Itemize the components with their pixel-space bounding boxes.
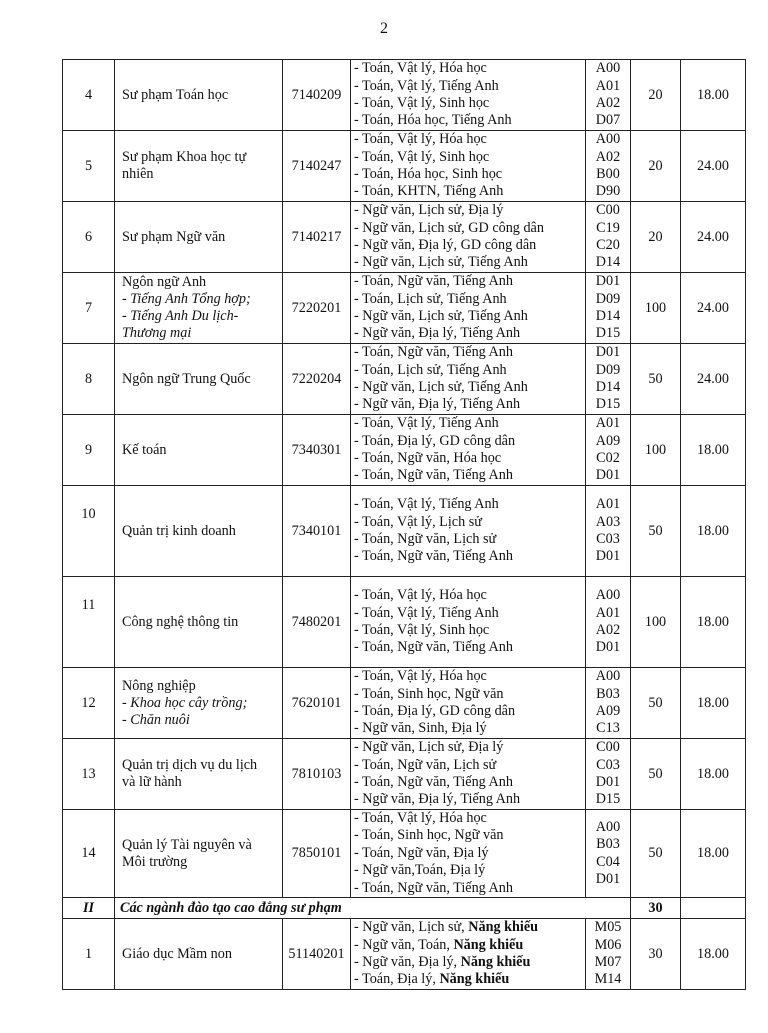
subject-combination: - Ngữ văn, Lịch sử, Tiếng Anh [354, 379, 528, 395]
row-number: 6 [63, 202, 115, 273]
subject-combination: - Ngữ văn, Lịch sử, Địa lý [354, 739, 504, 756]
subject-combination: - Toán, Sinh học, Ngữ văn [354, 685, 504, 702]
combination-codes [586, 739, 631, 810]
row-number: 12 [63, 668, 115, 739]
program-name [115, 60, 283, 131]
program-name-line: Quản trị dịch vụ du lịch [122, 757, 258, 773]
combination-code: M07 [594, 954, 622, 971]
program-name-line: Ngôn ngữ Trung Quốc [122, 370, 251, 387]
combination-code: D15 [595, 396, 621, 413]
program-name-line: Sư phạm Toán học [122, 86, 229, 103]
combination-code: C13 [596, 720, 620, 737]
combination-code: D15 [595, 791, 621, 808]
subject-combination: - Toán, Hóa học, Sinh học [354, 166, 503, 182]
subject-combination: - Toán, Địa lý, Năng khiếu [354, 971, 510, 988]
row-number: 1 [63, 919, 115, 990]
program-name [115, 344, 283, 415]
combination-codes [586, 919, 631, 990]
program-code: 7340301 [283, 415, 351, 486]
combination-code: D01 [595, 639, 621, 656]
program-code: 7810103 [283, 739, 351, 810]
combination-code: D07 [595, 112, 621, 129]
table-row [63, 202, 746, 273]
subject-combination: - Toán, Ngữ văn, Tiếng Anh [354, 879, 513, 896]
subject-combination: - Toán, Vật lý, Hóa học [354, 587, 487, 604]
subject-combination: - Toán, Sinh học, Ngữ văn [354, 827, 504, 844]
combination-code: D01 [595, 273, 621, 290]
min-score: 18.00 [681, 739, 746, 810]
subject-combination: - Ngữ văn, Lịch sử, Tiếng Anh [354, 254, 528, 271]
combination-code: D14 [595, 379, 621, 395]
combination-code: C02 [596, 450, 620, 466]
subject-combination: - Toán, Vật lý, Hóa học [354, 60, 487, 77]
quota: 50 [631, 344, 681, 415]
admission-table [62, 59, 746, 990]
program-code: 7140209 [283, 60, 351, 131]
min-score: 24.00 [681, 131, 746, 202]
quota: 100 [631, 273, 681, 344]
quota: 50 [631, 486, 681, 577]
min-score: 24.00 [681, 344, 746, 415]
program-name-line: Quản trị kinh doanh [122, 522, 236, 539]
table-row [63, 486, 746, 577]
subject-combination: - Toán, Ngữ văn, Tiếng Anh [354, 344, 513, 361]
quota: 20 [631, 60, 681, 131]
program-name-line: Công nghệ thông tin [122, 613, 239, 630]
subject-combination: - Toán, Ngữ văn, Tiếng Anh [354, 273, 513, 290]
aptitude-subject: Năng khiếu [468, 919, 539, 936]
combination-code: C03 [596, 756, 620, 773]
program-code: 7140217 [283, 202, 351, 273]
subject-combinations [351, 344, 586, 415]
combination-code: M05 [594, 919, 622, 936]
quota: 50 [631, 739, 681, 810]
section-number: II [63, 898, 115, 919]
subject-combination: - Toán, Ngữ văn, Tiếng Anh [354, 467, 513, 484]
program-code: 7220204 [283, 344, 351, 415]
subject-combination: - Ngữ văn, Địa lý, Năng khiếu [354, 954, 531, 971]
min-score: 18.00 [681, 415, 746, 486]
subject-combination: - Toán, Vật lý, Tiếng Anh [354, 415, 499, 432]
combination-code: A00 [595, 818, 621, 835]
subject-combinations [351, 668, 586, 739]
program-name [115, 486, 283, 577]
subject-combination: - Ngữ văn, Lịch sử, Tiếng Anh [354, 308, 528, 324]
combination-code: A01 [595, 496, 621, 513]
combination-code: D90 [595, 183, 621, 200]
table-row [63, 344, 746, 415]
program-name-line: Nông nghiệp [122, 677, 196, 694]
min-score: 24.00 [681, 273, 746, 344]
quota: 30 [631, 919, 681, 990]
program-name [115, 131, 283, 202]
program-name-line: Sư phạm Ngữ văn [122, 228, 226, 245]
combination-code: A00 [595, 131, 621, 148]
combination-code: C19 [596, 219, 620, 236]
combination-code: B00 [596, 166, 620, 182]
quota: 100 [631, 415, 681, 486]
quota: 100 [631, 577, 681, 668]
combination-code: D01 [595, 774, 621, 790]
subject-combination: - Toán, Lịch sử, Tiếng Anh [354, 361, 507, 378]
combination-code: D01 [595, 344, 621, 361]
min-score: 18.00 [681, 60, 746, 131]
combination-codes [586, 202, 631, 273]
min-score: 18.00 [681, 919, 746, 990]
subject-combination: - Toán, Vật lý, Sinh học [354, 148, 490, 165]
subject-combination: - Toán, Ngữ văn, Lịch sử [354, 531, 497, 547]
subject-combination: - Ngữ văn,Toán, Địa lý [354, 862, 486, 879]
min-score: 24.00 [681, 202, 746, 273]
program-name [115, 739, 283, 810]
program-name [115, 273, 283, 344]
combination-code: C04 [596, 853, 620, 870]
row-number: 5 [63, 131, 115, 202]
subject-combination: - Ngữ văn, Lịch sử, Địa lý [354, 202, 504, 219]
combination-code: D01 [595, 870, 621, 887]
program-name-line: Sư phạm Khoa học tự [122, 149, 247, 165]
subject-combination: - Toán, Vật lý, Sinh học [354, 95, 490, 111]
program-code: 7620101 [283, 668, 351, 739]
subject-combination: - Toán, Ngữ văn, Tiếng Anh [354, 774, 513, 790]
program-specialization: - Tiếng Anh Du lịch- [122, 308, 239, 324]
min-score: 18.00 [681, 668, 746, 739]
row-number: 8 [63, 344, 115, 415]
subject-combination: - Ngữ văn, Lịch sử, GD công dân [354, 219, 544, 236]
row-number: 10 [63, 486, 115, 577]
quota: 20 [631, 202, 681, 273]
program-code: 51140201 [283, 919, 351, 990]
combination-code: D01 [595, 467, 621, 484]
combination-code: A09 [595, 703, 621, 719]
subject-combination: - Toán, Vật lý, Hóa học [354, 668, 487, 685]
subject-combination: - Toán, Vật lý, Tiếng Anh [354, 496, 499, 513]
program-code: 7220201 [283, 273, 351, 344]
table-row [63, 739, 746, 810]
subject-combination: - Ngữ văn, Sinh, Địa lý [354, 720, 487, 737]
subject-combination: - Toán, Vật lý, Sinh học [354, 622, 490, 638]
combination-code: A00 [595, 587, 621, 604]
combination-codes [586, 810, 631, 898]
row-number: 14 [63, 810, 115, 898]
subject-combination: - Ngữ văn, Lịch sử, Năng khiếu [354, 919, 539, 936]
program-name [115, 668, 283, 739]
program-code: 7480201 [283, 577, 351, 668]
table-row [63, 668, 746, 739]
program-code: 7850101 [283, 810, 351, 898]
combination-code: A00 [595, 60, 621, 77]
program-name [115, 415, 283, 486]
combination-code: A02 [595, 95, 621, 111]
table-row [63, 810, 746, 898]
subject-combination: - Ngữ văn, Toán, Năng khiếu [354, 936, 524, 953]
combination-code: D01 [595, 548, 621, 565]
subject-combination: - Toán, Ngữ văn, Lịch sử [354, 756, 497, 773]
min-score: 18.00 [681, 486, 746, 577]
program-specialization: - Khoa học cây trồng; [122, 694, 248, 711]
combination-code: C00 [596, 202, 620, 219]
combination-codes [586, 486, 631, 577]
page-number: 2 [380, 20, 388, 37]
row-number: 7 [63, 273, 115, 344]
program-name-line: và lữ hành [122, 774, 182, 790]
combination-code: D09 [595, 290, 621, 307]
program-name-line: Kế toán [122, 441, 167, 458]
row-number: 9 [63, 415, 115, 486]
program-name [115, 919, 283, 990]
combination-code: A00 [595, 668, 621, 685]
combination-code: A01 [595, 604, 621, 621]
combination-code: C03 [596, 531, 620, 547]
aptitude-subject: Năng khiếu [453, 936, 524, 953]
subject-combination: - Toán, Vật lý, Tiếng Anh [354, 604, 499, 621]
combination-codes [586, 577, 631, 668]
subject-combination: - Ngữ văn, Địa lý, Tiếng Anh [354, 791, 521, 808]
program-name-line: nhiên [122, 166, 154, 182]
row-number: 13 [63, 739, 115, 810]
combination-codes [586, 415, 631, 486]
subject-combination: - Toán, Ngữ văn, Địa lý [354, 844, 489, 861]
subject-combination: - Toán, Vật lý, Tiếng Anh [354, 77, 499, 94]
subject-combinations [351, 486, 586, 577]
program-code: 7340101 [283, 486, 351, 577]
program-code: 7140247 [283, 131, 351, 202]
subject-combinations [351, 739, 586, 810]
subject-combination: - Toán, Ngữ văn, Hóa học [354, 450, 502, 466]
combination-codes [586, 344, 631, 415]
program-specialization: - Tiếng Anh Tổng hợp; [122, 291, 251, 307]
program-name-line: Ngôn ngữ Anh [122, 274, 207, 290]
combination-code: D09 [595, 361, 621, 378]
program-name-line: Môi trường [122, 853, 188, 870]
subject-combinations [351, 60, 586, 131]
program-specialization: - Chăn nuôi [122, 711, 190, 728]
section-total: 30 [631, 898, 681, 919]
combination-code: D15 [595, 325, 621, 342]
combination-code: A02 [595, 148, 621, 165]
combination-code: M14 [594, 971, 622, 988]
section-title: Các ngành đào tạo cao đẳng sư phạm [115, 898, 631, 919]
combination-codes [586, 60, 631, 131]
combination-codes [586, 273, 631, 344]
min-score: 18.00 [681, 810, 746, 898]
combination-code: A09 [595, 432, 621, 449]
subject-combinations [351, 415, 586, 486]
subject-combination: - Ngữ văn, Địa lý, GD công dân [354, 237, 537, 253]
quota: 50 [631, 668, 681, 739]
quota: 20 [631, 131, 681, 202]
subject-combination: - Toán, Ngữ văn, Tiếng Anh [354, 639, 513, 656]
quota: 50 [631, 810, 681, 898]
subject-combination: - Ngữ văn, Địa lý, Tiếng Anh [354, 396, 521, 413]
combination-code: D14 [595, 308, 621, 324]
program-name-line: Quản lý Tài nguyên và [122, 836, 252, 853]
aptitude-subject: Năng khiếu [439, 971, 510, 988]
combination-code: D14 [595, 254, 621, 271]
subject-combination: - Toán, Hóa học, Tiếng Anh [354, 112, 512, 129]
subject-combinations [351, 577, 586, 668]
subject-combination: - Toán, KHTN, Tiếng Anh [354, 183, 504, 200]
subject-combinations [351, 202, 586, 273]
combination-code: B03 [596, 685, 620, 702]
subject-combination: - Toán, Vật lý, Hóa học [354, 810, 487, 826]
combination-code: A01 [595, 415, 621, 432]
program-name [115, 810, 283, 898]
table-row [63, 131, 746, 202]
combination-codes [586, 668, 631, 739]
row-number: 4 [63, 60, 115, 131]
program-specialization: Thương mại [122, 325, 192, 341]
combination-code: A03 [595, 513, 621, 530]
subject-combination: - Toán, Lịch sử, Tiếng Anh [354, 290, 507, 307]
subject-combination: - Toán, Ngữ văn, Tiếng Anh [354, 548, 513, 565]
table-row [63, 919, 746, 990]
subject-combination: - Toán, Vật lý, Lịch sử [354, 513, 482, 530]
combination-code: A02 [595, 622, 621, 638]
subject-combinations [351, 810, 586, 898]
table-row [63, 577, 746, 668]
table-row [63, 60, 746, 131]
program-name-line: Giáo dục Mầm non [122, 945, 232, 962]
subject-combination: - Toán, Địa lý, GD công dân [354, 703, 516, 719]
table-row [63, 415, 746, 486]
combination-code: M06 [594, 936, 622, 953]
table-row [63, 273, 746, 344]
row-number: 11 [63, 577, 115, 668]
subject-combinations [351, 273, 586, 344]
section-empty-cell [681, 898, 746, 919]
section-row [63, 898, 746, 919]
program-name [115, 202, 283, 273]
subject-combinations [351, 919, 586, 990]
subject-combination: - Toán, Địa lý, GD công dân [354, 432, 516, 449]
program-name [115, 577, 283, 668]
subject-combination: - Toán, Vật lý, Hóa học [354, 131, 487, 148]
combination-codes [586, 131, 631, 202]
subject-combination: - Ngữ văn, Địa lý, Tiếng Anh [354, 325, 521, 342]
combination-code: C00 [596, 739, 620, 756]
min-score: 18.00 [681, 577, 746, 668]
aptitude-subject: Năng khiếu [460, 954, 531, 971]
subject-combinations [351, 131, 586, 202]
combination-code: C20 [596, 237, 620, 253]
combination-code: A01 [595, 77, 621, 94]
combination-code: B03 [596, 836, 620, 853]
